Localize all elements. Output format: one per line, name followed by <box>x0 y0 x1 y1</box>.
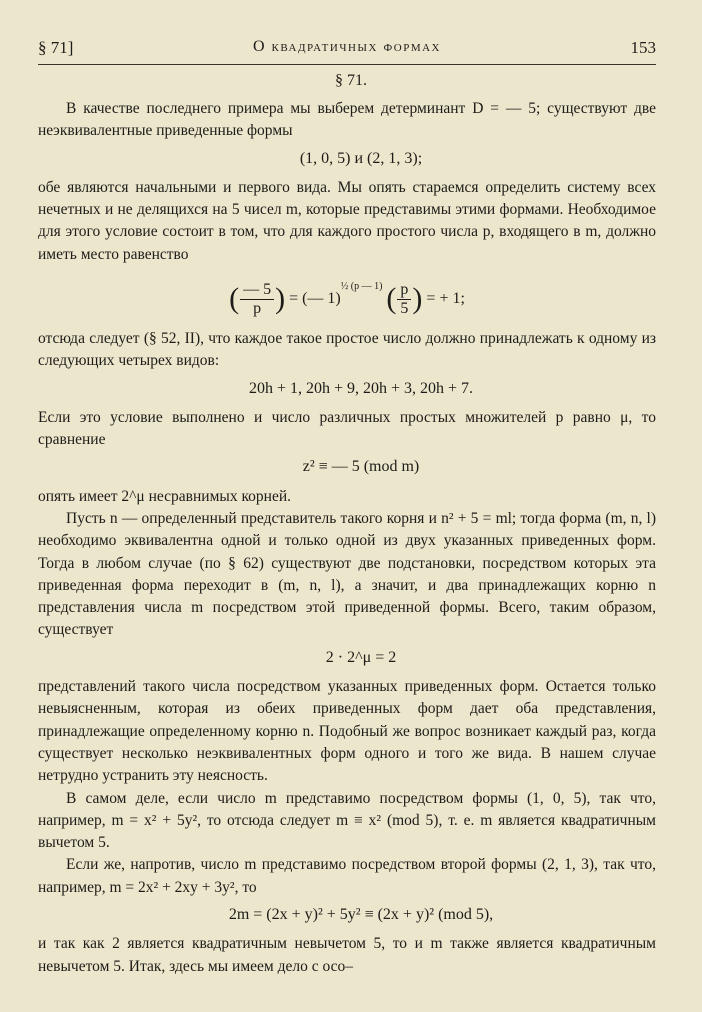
paragraph: отсюда следует (§ 52, II), что каждое такое простое число должно принадлежать к одному из следующих четырех видов: <box>38 329 656 370</box>
header-title: О квадратичных формах <box>252 38 442 55</box>
paragraph: и так как 2 является квадратичным невычетом 5, то и m также является квадратичным невычетом 5. Итак, здесь мы имеем дело с осо– <box>38 935 656 975</box>
formula-second-form: 2m = (2x + y)² + 5y² ≡ (2x + y)² (mod 5), <box>228 906 494 924</box>
running-header <box>38 38 656 62</box>
paragraph: Если же, напротив, число m представимо посредством второй формы (2, 1, 3), так что, например, m = 2x² + 2xy + 3y², то <box>38 856 656 896</box>
formula-legendre <box>38 266 656 328</box>
legendre-exponent: ½ (p — 1) <box>340 281 383 293</box>
legendre-expression: ( $\frac{— 5}{p}$ ) = (— 1)$^{\frac{1}{2} (p — 1)}$ ( $\frac{p}{5}$ ) = + 1; <box>229 280 465 317</box>
paragraph: В самом деле, если число m представимо посредством формы (1, 0, 5), так что, например, m = x² + 5y², то отсюда следует m ≡ x² (mod 5), т. е. m является квадратичным вычетом 5. <box>38 789 656 852</box>
legendre-rhs-denominator: 5 <box>400 299 409 317</box>
paragraph: обе являются начальными и первого вида. Мы опять стараемся определить систему всех нечетных и не делящихся на 5 чисел m, которые представимы этими формами. Необходимое для этого условие состоит в том, что для каждого простого числа p, входящего в m, должно иметь место равенство <box>38 178 656 263</box>
formula-residue-classes: 20h + 1, 20h + 9, 20h + 3, 20h + 7. <box>248 379 474 397</box>
formula-congruence: z² ≡ — 5 (mod m) <box>302 458 420 476</box>
formula-forms: (1, 0, 5) и (2, 1, 3); <box>299 149 423 167</box>
paragraph: В качестве последнего примера мы выберем детерминант D = — 5; существуют две неэквивалентные приведенные формы <box>38 100 656 140</box>
paragraph: представлений такого числа посредством указанных приведенных форм. Остается только невыясненным, которая из обеих приведенных форм дает оба представления, принадлежащие определенному корню n. Подобный же вопрос возникает каждый раз, когда существует несколько неэквивалентных форм одного и того же вида. В нашем случае нетрудно устранить эту неясность. <box>38 678 656 785</box>
text-body <box>38 98 656 978</box>
legendre-tail: = + 1; <box>426 290 465 308</box>
formula-count: 2 · 2^μ = 2 <box>325 648 397 666</box>
legendre-rhs-numerator: p <box>397 281 411 300</box>
page-number: 153 <box>630 38 656 57</box>
header-section-ref: § 71] <box>38 38 74 57</box>
legendre-lhs-numerator: — 5 <box>240 281 274 300</box>
legendre-equals-base: = (— 1) <box>289 290 341 308</box>
header-rule <box>38 64 656 65</box>
legendre-lhs-denominator: p <box>253 299 262 317</box>
paragraph: Пусть n — определенный представитель такого корня и n² + 5 = ml; тогда форма (m, n, l) необходимо эквивалентна одной и только одной из двух указанных приведенных форм. Тогда в любом случае (по § 62) существуют две подстановки, посредством которых эта приведенная форма переходит в (m, n, l), а значит, и два принадлежащих корню n представления числа m посредством этой приведенной формы. Всего, таким образом, существует <box>38 509 656 639</box>
paragraph: Если это условие выполнено и число различных простых множителей p равно μ, то сравнение <box>38 408 656 449</box>
paragraph: опять имеет 2^μ несравнимых корней. <box>38 487 292 505</box>
section-title: § 71. <box>335 72 367 89</box>
